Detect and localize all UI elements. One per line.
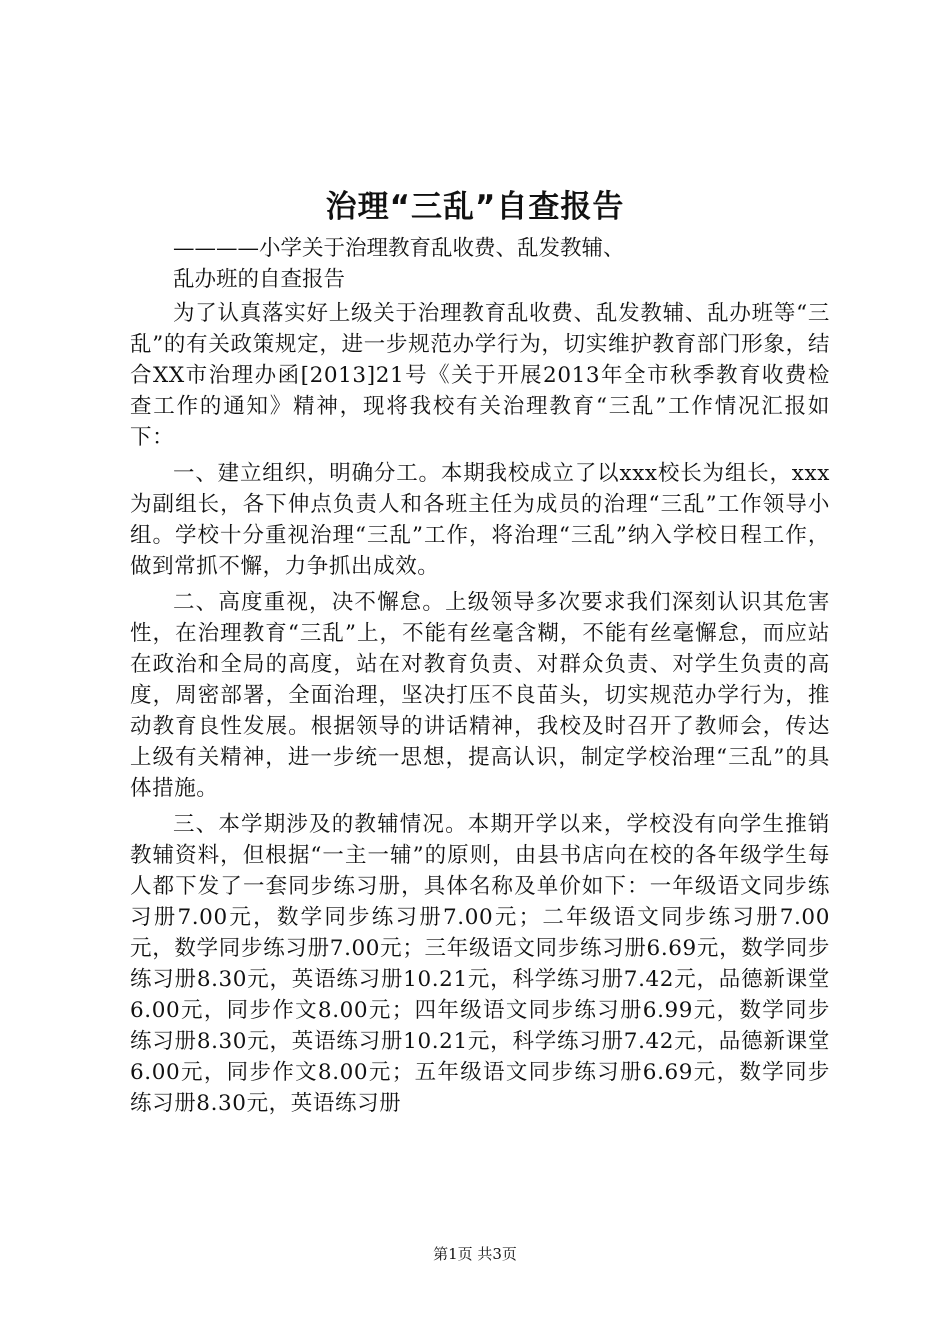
subtitle-line-1: ————小学关于治理教育乱收费、乱发教辅、 [173, 236, 625, 261]
page-number-footer: 第1页 共3页 [433, 1245, 517, 1263]
intro-paragraph: 为了认真落实好上级关于治理教育乱收费、乱发教辅、乱办班等“三乱”的有关政策规定，进一步规范办学行为，切实维护教育部门形象，结合XX市治理办函[2013]21号《关于开展2013年全市秋季教育收费检查工作的通知》精神，现将我校有关治理教育“三乱”工作情况汇报如下： [130, 301, 830, 450]
document-subtitle [173, 233, 733, 295]
section-1-paragraph: 一、建立组织，明确分工。本期我校成立了以xxx校长为组长，xxx为副组长，各下伸点负责人和各班主任为成员的治理“三乱”工作领导小组。学校十分重视治理“三乱”工作，将治理“三乱”纳入学校日程工作，做到常抓不懈，力争抓出成效。 [130, 461, 830, 579]
section-2-paragraph: 二、高度重视，决不懈怠。上级领导多次要求我们深刻认识其危害性，在治理教育“三乱”上，不能有丝毫含糊，不能有丝毫懈怠，而应站在政治和全局的高度，站在对教育负责、对群众负责、对学生负责的高度，周密部署，全面治理，坚决打压不良苗头，切实规范办学行为，推动教育良性发展。根据领导的讲话精神，我校及时召开了教师会，传达上级有关精神，进一步统一思想，提高认识，制定学校治理“三乱”的具体措施。 [130, 590, 830, 801]
section-3-paragraph: 三、本学期涉及的教辅情况。本期开学以来，学校没有向学生推销教辅资料，但根据“一主一辅”的原则，由县书店向在校的各年级学生每人都下发了一套同步练习册，具体名称及单价如下：一年级语文同步练习册7.00元，数学同步练习册7.00元；二年级语文同步练习册7.00元，数学同步练习册7.00元；三年级语文同步练习册6.69元，数学同步练习册8.30元，英语练习册10.21元，科学练习册7.42元，品德新课堂6.00元，同步作文8.00元；四年级语文同步练习册6.99元，数学同步练习册8.30元，英语练习册10.21元，科学练习册7.42元，品德新课堂6.00元，同步作文8.00元；五年级语文同步练习册6.69元，数学同步练习册8.30元，英语练习册 [130, 812, 830, 1116]
document-title: 治理“三乱”自查报告 [325, 189, 625, 225]
subtitle-line-2: 乱办班的自查报告 [173, 267, 346, 292]
document-body [130, 298, 830, 1124]
